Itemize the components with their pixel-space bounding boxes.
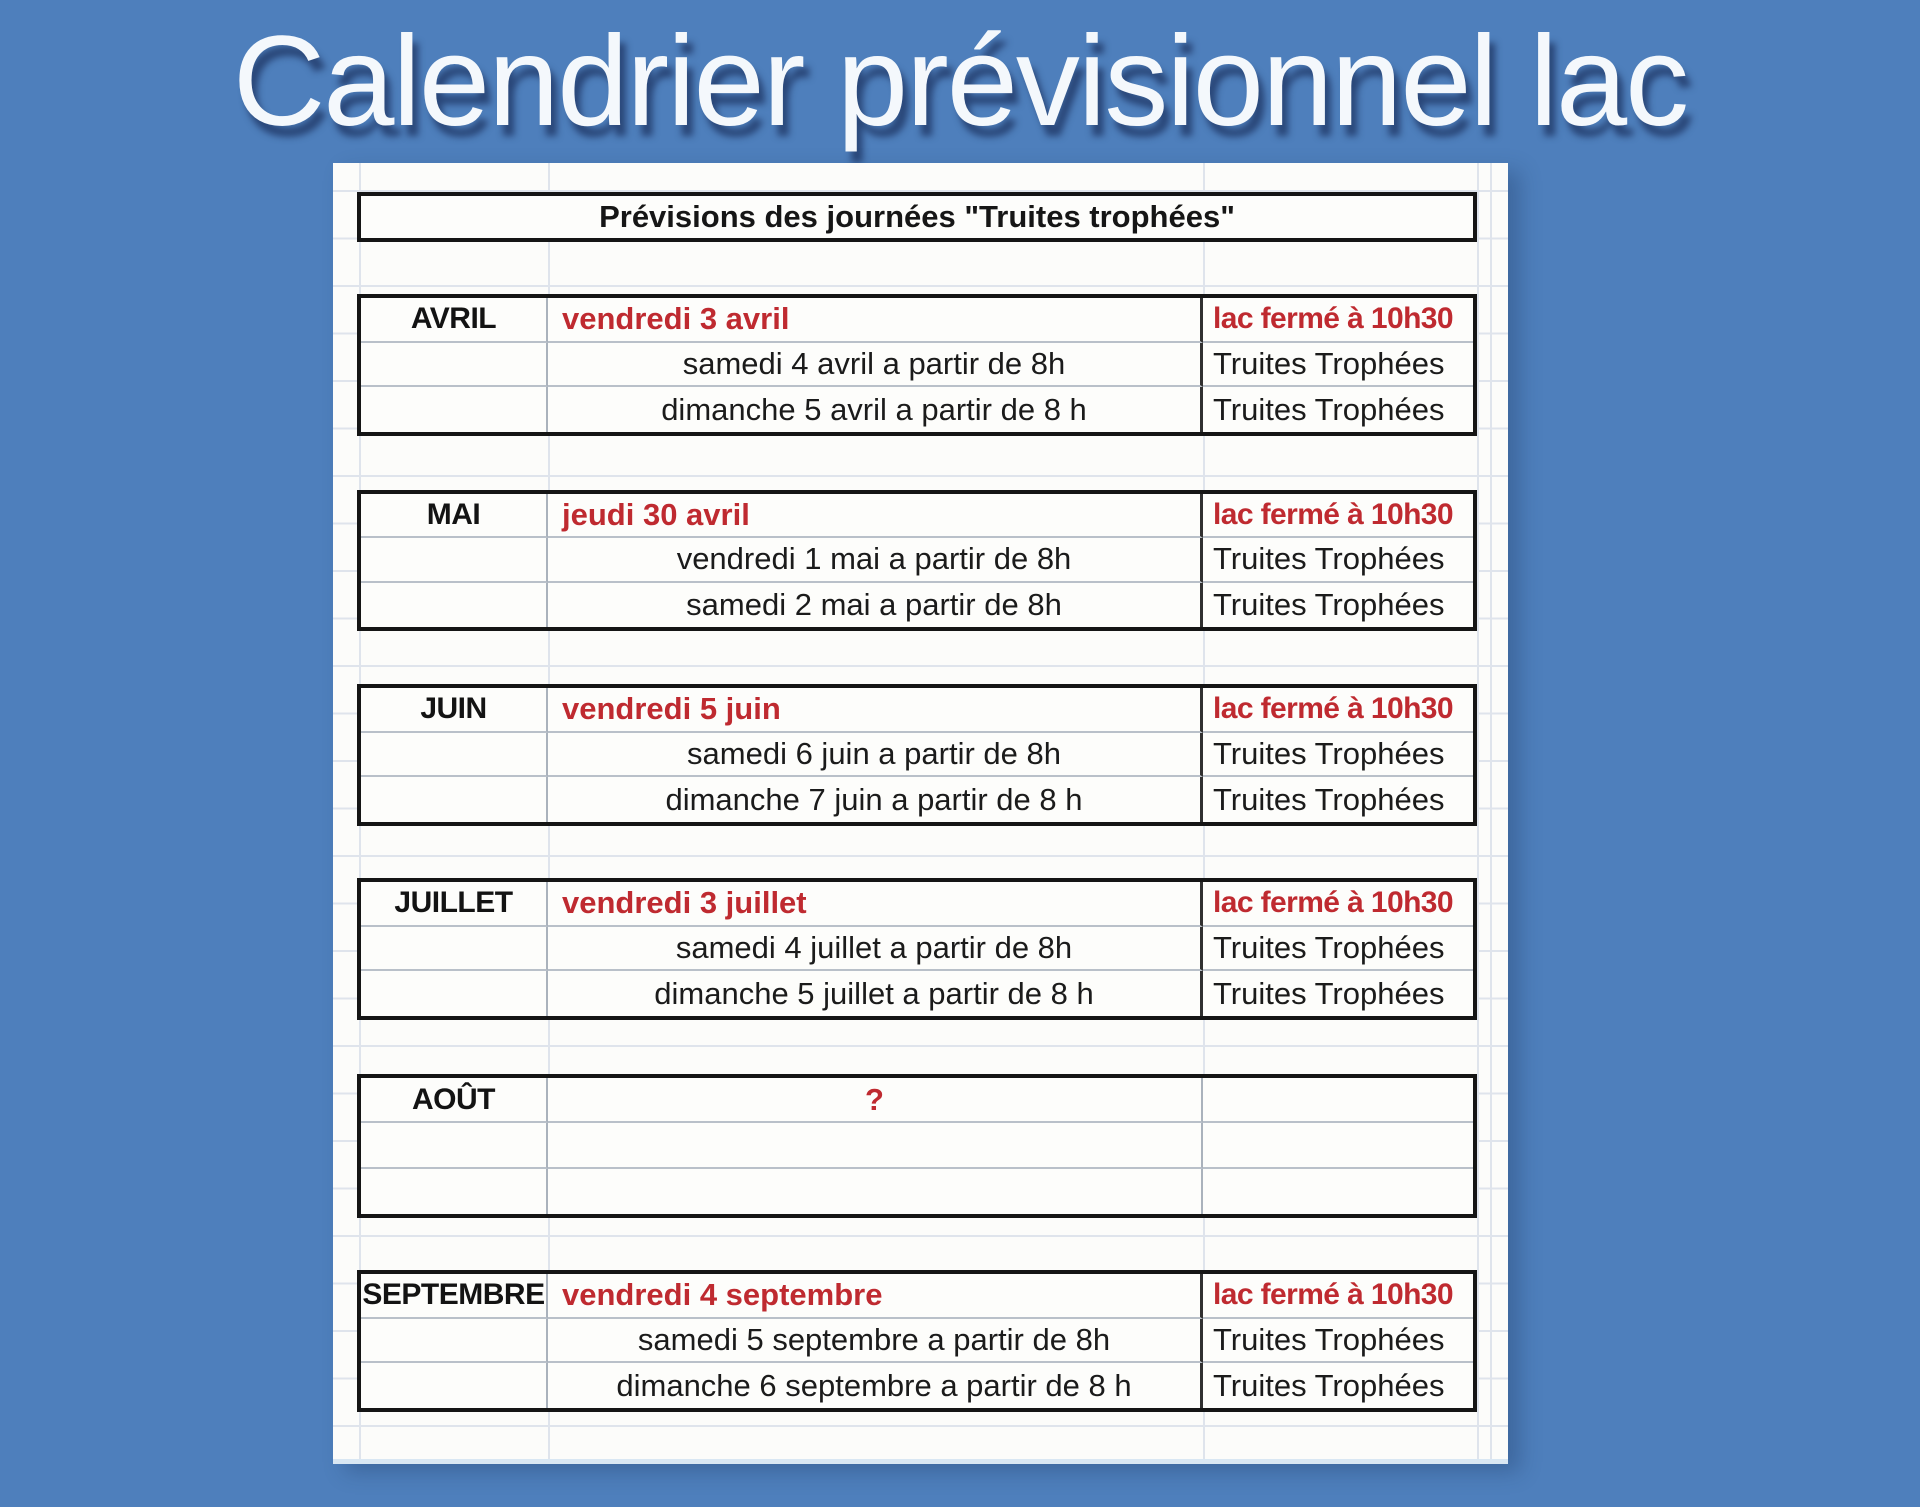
empty-cell [361,583,548,627]
closure-date-cell: vendredi 4 septembre [548,1274,1203,1319]
month-section-juillet [357,878,1477,1020]
event-date-cell [548,1123,1203,1168]
event-name-cell [1203,1123,1473,1168]
event-date-cell: dimanche 5 juillet a partir de 8 h [548,971,1203,1016]
empty-cell [361,538,548,582]
empty-cell [361,387,548,432]
event-date-cell: samedi 2 mai a partir de 8h [548,583,1203,627]
month-section-juin [357,684,1477,826]
month-label: AVRIL [361,298,548,343]
event-name-cell: Truites Trophées [1213,391,1445,427]
table-header [357,192,1477,242]
event-date-cell: dimanche 5 avril a partir de 8 h [548,387,1203,432]
closure-date-cell: vendredi 5 juin [548,688,1203,733]
empty-cell [361,1319,548,1364]
closure-note-cell: lac fermé à 10h30 [1203,882,1473,927]
page-title: Calendrier prévisionnel lac [232,10,1688,153]
event-name-cell: Truites Trophées [1213,781,1445,817]
closure-date-cell: vendredi 3 avril [548,298,1203,343]
event-date-cell: dimanche 6 septembre a partir de 8 h [548,1363,1203,1408]
closure-note-cell: lac fermé à 10h30 [1203,1274,1473,1319]
empty-cell [361,777,548,822]
event-date-cell: samedi 4 avril a partir de 8h [548,343,1203,388]
empty-cell [361,1123,548,1168]
event-name-cell: Truites Trophées [1213,975,1445,1011]
event-name-cell: Truites Trophées [1203,733,1473,778]
empty-cell [361,927,548,972]
empty-cell [361,1169,548,1214]
month-section-avril [357,294,1477,436]
empty-cell [361,1363,548,1408]
event-date-cell: samedi 6 juin a partir de 8h [548,733,1203,778]
gridline-vertical [1477,163,1479,1459]
closure-note-cell [1203,1078,1473,1123]
month-section-septembre [357,1270,1477,1412]
closure-note-cell: lac fermé à 10h30 [1203,494,1473,538]
event-name-cell: Truites Trophées [1203,538,1473,582]
event-date-cell: vendredi 1 mai a partir de 8h [548,538,1203,582]
closure-date-cell: jeudi 30 avril [548,494,1203,538]
month-label: JUIN [361,688,548,733]
event-name-cell [1203,1169,1473,1214]
event-name-cell: Truites Trophées [1213,1367,1445,1403]
empty-cell [361,343,548,388]
month-label: AOÛT [361,1078,548,1123]
event-date-cell [548,1169,1203,1214]
table-header-label: Prévisions des journées "Truites trophées" [599,199,1235,234]
closure-date-cell: ? [548,1078,1203,1123]
empty-cell [361,733,548,778]
month-label: SEPTEMBRE [361,1274,548,1319]
closure-date-cell: vendredi 3 juillet [548,882,1203,927]
closure-note-cell: lac fermé à 10h30 [1203,298,1473,343]
month-label: JUILLET [361,882,548,927]
month-section-mai [357,490,1477,631]
month-section-aout [357,1074,1477,1218]
event-date-cell: samedi 4 juillet a partir de 8h [548,927,1203,972]
closure-note-cell: lac fermé à 10h30 [1203,688,1473,733]
event-name-cell: Truites Trophées [1203,343,1473,388]
event-name-cell: Truites Trophées [1203,1319,1473,1364]
spreadsheet-panel [333,163,1508,1464]
event-name-cell: Truites Trophées [1213,586,1445,622]
empty-cell [361,971,548,1016]
gridline-vertical [1490,163,1492,1459]
event-date-cell: dimanche 7 juin a partir de 8 h [548,777,1203,822]
event-date-cell: samedi 5 septembre a partir de 8h [548,1319,1203,1364]
event-name-cell: Truites Trophées [1203,927,1473,972]
month-label: MAI [361,494,548,538]
